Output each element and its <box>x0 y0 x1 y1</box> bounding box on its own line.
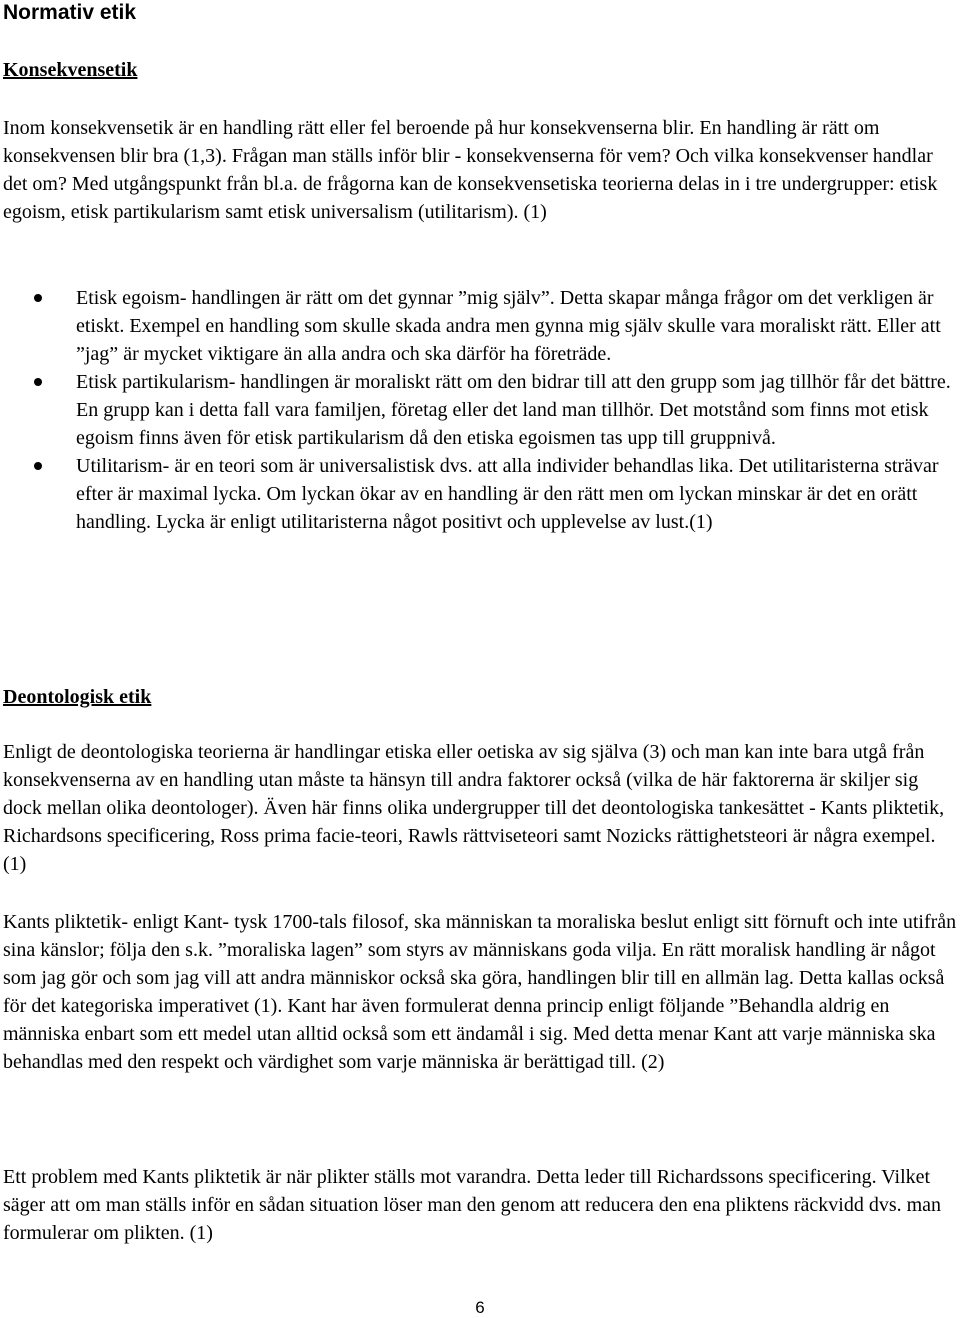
bullet-dot-icon <box>34 378 42 386</box>
list-item-ethical-particularism <box>0 368 956 452</box>
intro-paragraph: Inom konsekvensetik är en handling rätt eller fel beroende på hur konsekvenserna blir. En handling är rätt om konsekvensen blir bra (1,3). Frågan man ställs inför blir - konsekvenserna för vem? Och vilka konsekvenser handlar det om? Med utgångspunkt från bl.a. de frågorna kan de konsekvensetiska teorierna delas in i tre undergrupper: etisk egoism, etisk partikularism samt etisk universalism (utilitarism). (1) <box>3 117 938 223</box>
section-heading-konsekvensetik: Konsekvensetik <box>3 59 138 81</box>
list-item-ethical-egoism <box>0 284 956 368</box>
list-item-utilitarianism <box>0 452 956 536</box>
list-item-text: Utilitarism- är en teori som är universalistisk dvs. att alla individer behandlas lika. Det utilitaristerna strävar efter är maximal lycka. Om lyckan ökar av en handling är den rätt men om lyckan minskar är det en orätt handling. Lycka är enligt utilitaristerna något positivt och upplevelse av lust.(1) <box>76 455 939 533</box>
deontology-paragraph-3: Ett problem med Kants pliktetik är när plikter ställs mot varandra. Detta leder till Richardssons specificering. Vilket säger att om man ställs inför en sådan situation löser man den genom att reducera den ena pliktens räckvidd dvs. man formulerar om plikten. (1) <box>3 1166 942 1244</box>
page-number: 6 <box>475 1298 485 1317</box>
deontology-paragraph-2: Kants pliktetik- enligt Kant- tysk 1700-tals filosof, ska människan ta moraliska beslut enligt sitt förnuft och inte utifrån sina känslor; följa den s.k. ”moraliska lagen” som styrs av människans goda vilja. En rätt moralisk handling är något som jag gör och som jag vill att andra människor också ska göra, handlingen blir till en allmän lag. Detta kallas också för det kategoriska imperativet (1). Kant har även formulerat denna princip enligt följande ”Behandla aldrig en människa enbart som ett medel utan alltid också som ett ändamål i sig. Med detta menar Kant att varje människa ska behandlas med den respekt och värdighet som varje människa är berättigad till. (2) <box>3 911 957 1073</box>
document-title: Normativ etik <box>3 1 137 24</box>
consequentialism-list <box>0 284 960 536</box>
bullet-dot-icon <box>34 294 42 302</box>
section-heading-deontologisk-etik: Deontologisk etik <box>3 686 152 708</box>
bullet-dot-icon <box>34 462 42 470</box>
list-item-text: Etisk partikularism- handlingen är moraliskt rätt om den bidrar till att den grupp som jag tillhör får det bättre. En grupp kan i detta fall vara familjen, företag eller det land man tillhör. Det motstånd som finns mot etisk egoism finns även för etisk partikularism då den etiska egoismen tas upp till gruppnivå. <box>76 371 951 449</box>
list-item-text: Etisk egoism- handlingen är rätt om det gynnar ”mig själv”. Detta skapar många frågor om det verkligen är etiskt. Exempel en handling som skulle skada andra men gynna mig själv skulle vara moraliskt rätt. Eller att ”jag” är mycket viktigare än alla andra och ska därför ha företräde. <box>76 287 941 365</box>
deontology-paragraph-1: Enligt de deontologiska teorierna är handlingar etiska eller oetiska av sig själva (3) och man kan inte bara utgå från konsekvenserna av en handling utan måste ta hänsyn till andra faktorer också (vilka de här faktorerna är skiljer sig dock mellan olika deontologer). Även här finns olika undergrupper till det deontologiska tankesättet - Kants pliktetik, Richardsons specificering, Ross prima facie-teori, Rawls rättviseteori samt Nozicks rättighetsteori är några exempel. (1) <box>3 741 945 875</box>
